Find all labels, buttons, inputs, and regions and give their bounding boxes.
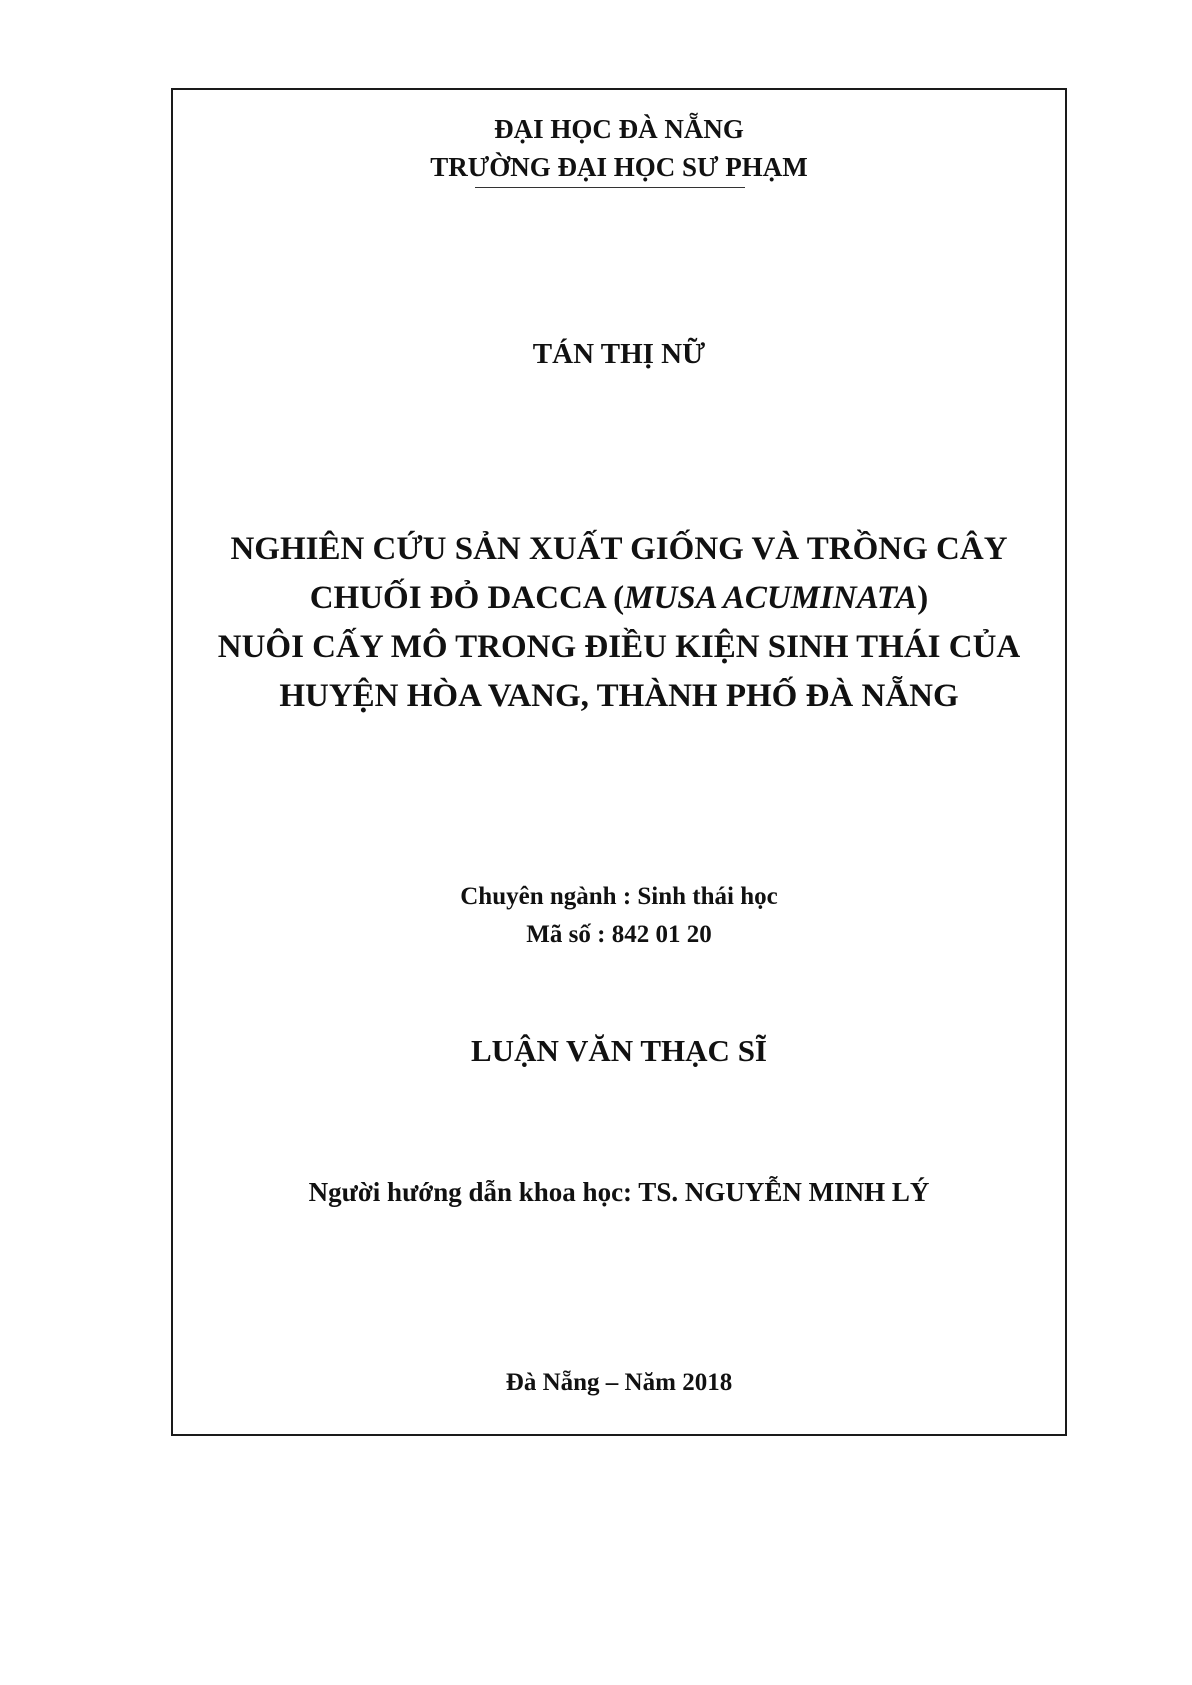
school-name: TRƯỜNG ĐẠI HỌC SƯ PHẠM — [430, 152, 808, 182]
thesis-title-line-2 — [173, 574, 1065, 623]
thesis-title — [173, 525, 1065, 721]
advisor: Người hướng dẫn khoa học: TS. NGUYỄN MINH LÝ — [308, 1177, 930, 1207]
thesis-type: LUẬN VĂN THẠC SĨ — [471, 1033, 767, 1068]
title-line-2-suffix: ) — [917, 580, 929, 616]
thesis-title-line-4: HUYỆN HÒA VANG, THÀNH PHỐ ĐÀ NẴNG — [279, 678, 959, 714]
cover-page-frame — [171, 88, 1067, 1436]
author-name: TÁN THỊ NỮ — [532, 338, 706, 370]
major-field: Chuyên ngành : Sinh thái học — [460, 883, 778, 910]
thesis-title-line-3: NUÔI CẤY MÔ TRONG ĐIỀU KIỆN SINH THÁI CỦA — [217, 629, 1021, 665]
place-and-year: Đà Nẵng – Năm 2018 — [505, 1369, 733, 1396]
university-name: ĐẠI HỌC ĐÀ NẴNG — [494, 114, 744, 144]
species-name: MUSA ACUMINATA — [624, 580, 918, 616]
thesis-title-line-1: NGHIÊN CỨU SẢN XUẤT GIỐNG VÀ TRỒNG CÂY — [230, 531, 1008, 567]
title-line-2-prefix: CHUỐI ĐỎ DACCA ( — [309, 580, 625, 616]
major-code: Mã số : 842 01 20 — [526, 921, 712, 948]
header-underline — [475, 187, 745, 188]
